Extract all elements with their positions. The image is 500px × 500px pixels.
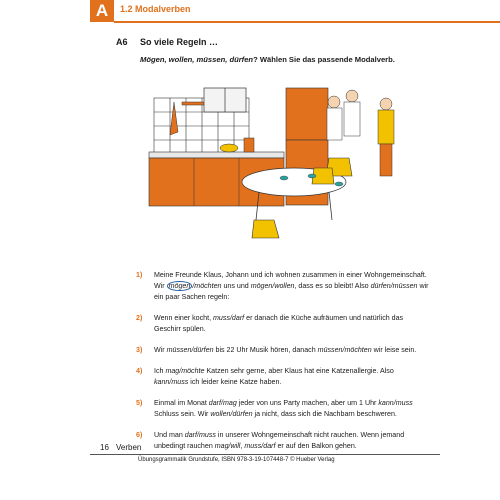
instruction-verbs: Mögen, wollen, müssen, dürfen (140, 55, 254, 64)
exercise-items (136, 270, 430, 462)
item-text-part: ja nicht, dass sich die Nachbarn beschweren. (252, 410, 397, 418)
chapter-tab: A (90, 0, 114, 22)
item-text (154, 430, 430, 452)
item-text (154, 366, 430, 388)
exercise-item (136, 430, 430, 452)
item-text-part: Einmal im Monat (154, 399, 209, 407)
item-number: 6) (136, 431, 143, 439)
item-text-part: Meine Freunde Klaus, Johann und ich wohnen zusammen in einer Wohngemeinschaft. Wir (154, 271, 427, 290)
item-text-part[interactable]: müssen/dürfen (166, 346, 214, 354)
item-text-part: jeder von uns Party machen, aber um 1 Uhr (236, 399, 379, 407)
item-text-part: , (240, 442, 245, 450)
item-text-part[interactable]: /möchten (192, 282, 222, 290)
footer-credit: Übungsgrammatik Grundstufe, ISBN 978-3-19-107448-7 © Hueber Verlag (138, 457, 335, 463)
exercise-item (136, 398, 430, 420)
item-number: 1) (136, 271, 143, 279)
item-text (154, 345, 430, 356)
exercise-item (136, 366, 430, 388)
item-text-part: ich leider keine Katze haben. (188, 378, 282, 386)
footer-section: Verben (116, 443, 142, 452)
item-text-part[interactable]: muss/darf (244, 442, 276, 450)
item-text-part: wir leise sein. (371, 346, 417, 354)
item-text-part[interactable]: wollen/dürfen (210, 410, 253, 418)
item-text (154, 313, 430, 335)
item-number: 2) (136, 314, 143, 322)
item-text-part: uns und (221, 282, 251, 290)
item-number: 5) (136, 399, 143, 407)
section-title: 1.2 Modalverben (120, 4, 191, 14)
item-text-part: er danach die Küche aufräumen und natürlich das Geschirr spülen. (154, 314, 404, 333)
item-text-part: wir ein paar Sachen regeln: (154, 282, 429, 301)
kitchen-illustration (134, 80, 414, 255)
exercise-instruction (140, 55, 395, 64)
page-number: 16 (100, 443, 109, 452)
footer-rule (90, 454, 440, 455)
item-text-part: in unserer Wohngemeinschaft nicht rauchen. Wenn jemand unbedingt rauchen (154, 431, 405, 450)
item-text (154, 398, 430, 420)
item-text-part[interactable]: dürfen/müssen (370, 282, 418, 290)
item-text-part: bis 22 Uhr Musik hören, danach (213, 346, 318, 354)
item-text-part[interactable]: kann/muss (154, 378, 189, 386)
header-rule (114, 21, 500, 23)
item-text-part[interactable]: mögen/wollen (250, 282, 295, 290)
circled-answer[interactable]: mögen (168, 282, 191, 290)
instruction-text: ? Wählen Sie das passende Modalverb. (253, 55, 395, 64)
exercise-item (136, 270, 430, 303)
item-number: 3) (136, 346, 143, 354)
exercise-title: So viele Regeln … (140, 37, 219, 47)
item-number: 4) (136, 367, 143, 375)
item-text-part: er auf den Balkon gehen. (275, 442, 357, 450)
item-text-part[interactable]: muss/darf (213, 314, 245, 322)
item-text-part: Wenn einer kocht, (154, 314, 214, 322)
item-text-part[interactable]: mag/möchte (165, 367, 205, 375)
item-text-part[interactable]: mag/will (214, 442, 241, 450)
item-text-part[interactable]: darf/muss (184, 431, 216, 439)
exercise-number: A6 (116, 37, 128, 47)
exercise-item (136, 313, 430, 335)
item-text-part[interactable]: darf/mag (208, 399, 237, 407)
item-text-part: Und man (154, 431, 185, 439)
item-text-part: Schluss sein. Wir (154, 410, 211, 418)
item-text-part: Wir (154, 346, 167, 354)
item-text-part[interactable]: kann/muss (378, 399, 413, 407)
item-text-part: Ich (154, 367, 166, 375)
window (204, 88, 246, 112)
item-text-part: , dass es so bleibt! Also (294, 282, 371, 290)
item-text (154, 270, 430, 303)
item-text-part: Katzen sehr gerne, aber Klaus hat eine Katzenallergie. Also (204, 367, 394, 375)
item-text-part[interactable]: müssen/möchten (317, 346, 372, 354)
exercise-item (136, 345, 430, 356)
